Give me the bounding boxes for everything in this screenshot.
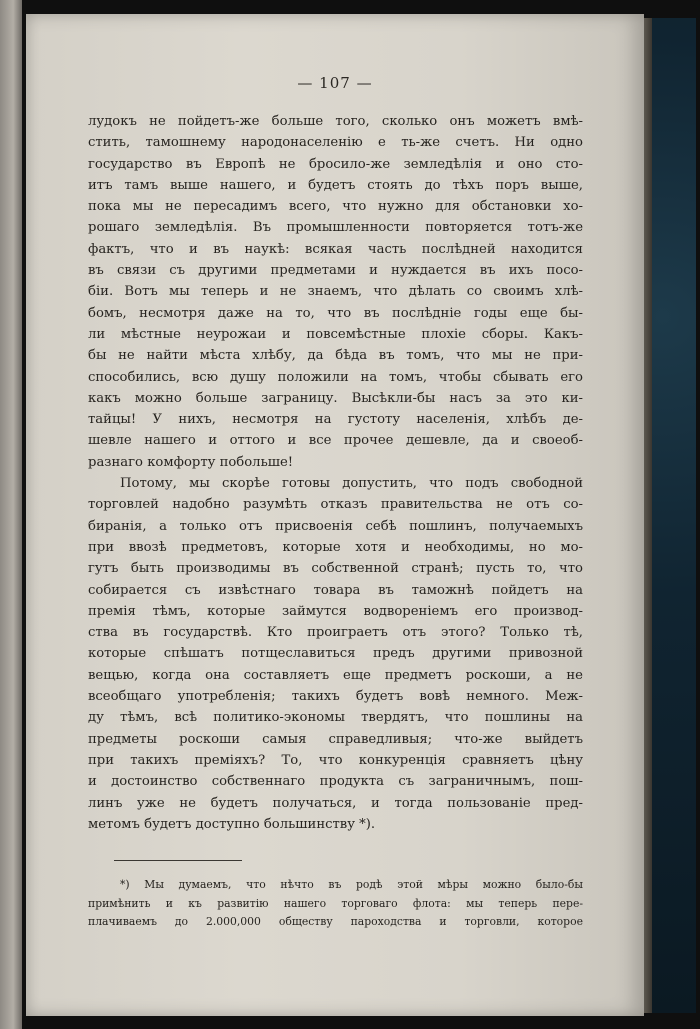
main-text-block bbox=[88, 111, 583, 835]
text-line: фактъ, что и въ наукѣ: всякая часть послѣдней находится bbox=[88, 241, 583, 257]
text-line: ду тѣмъ, всѣ политико-экономы твердятъ, что пошлины на bbox=[88, 710, 583, 726]
text-line: метомъ будетъ доступно большинству *). bbox=[88, 816, 376, 832]
text-line: предметы роскоши самыя справедливыя; что-же выйдетъ bbox=[88, 731, 583, 747]
text-line: собирается съ извѣстнаго товара въ таможнѣ пойдетъ на bbox=[88, 582, 583, 598]
text-line: пока мы не пересадимъ всего, что нужно для обстановки хо- bbox=[88, 199, 583, 215]
text-line: итъ тамъ выше нашего, и будетъ стоять до тѣхъ поръ выше, bbox=[88, 177, 583, 193]
text-line: Потому, мы скорѣе готовы допустить, что подъ свободной bbox=[120, 476, 583, 492]
text-line: ства въ государствѣ. Кто проиграетъ отъ этого? Только тѣ, bbox=[88, 625, 583, 641]
text-line: способились, всю душу положили на томъ, чтобы сбывать его bbox=[88, 369, 583, 385]
footnote-rule bbox=[114, 860, 242, 861]
text-line: разнаго комфорту побольше! bbox=[88, 454, 294, 470]
text-line: шевле нашего и оттого и все прочее дешевле, да и своеоб- bbox=[88, 433, 583, 449]
text-line: рошаго земледѣлія. Въ промышленности повторяется тотъ-же bbox=[88, 220, 583, 236]
text-line: биранія, а только отъ присвоенія себѣ пошлинъ, получаемыхъ bbox=[88, 518, 583, 534]
text-line: лудокъ не пойдетъ-же больше того, сколько онъ можетъ вмѣ- bbox=[88, 114, 583, 129]
page-number: — 107 — bbox=[297, 74, 373, 92]
text-line: линъ уже не будетъ получаться, и тогда пользованіе пред- bbox=[88, 795, 583, 811]
book-page bbox=[26, 14, 644, 1016]
book-cover-edge bbox=[640, 18, 696, 1013]
text-line: какъ можно больше заграницу. Высѣкли-бы насъ за это ки- bbox=[88, 390, 583, 406]
text-line: которые спѣшатъ потщеславиться предъ другими привозной bbox=[88, 646, 583, 662]
text-line: въ связи съ другими предметами и нуждается въ ихъ посо- bbox=[88, 263, 583, 279]
text-line: біи. Вотъ мы теперь и не знаемъ, что дѣлать со своимъ хлѣ- bbox=[88, 284, 583, 300]
text-line: при ввозѣ предметовъ, которые хотя и необходимы, но мо- bbox=[88, 539, 583, 555]
text-line: премія тѣмъ, которые займутся водвореніемъ его производ- bbox=[88, 603, 583, 619]
text-line: ли мѣстные неурожаи и повсемѣстные плохіе сборы. Какъ- bbox=[88, 326, 583, 342]
text-line: торговлей надобно разумѣть отказъ правительства не отъ со- bbox=[88, 497, 583, 513]
text-line: вещью, когда она составляетъ еще предметъ роскоши, а не bbox=[88, 667, 583, 683]
text-line: гутъ быть производимы въ собственной странѣ; пусть то, что bbox=[88, 561, 583, 577]
footnote-line: *) Мы думаемъ, что нѣчто въ родѣ этой мѣры можно было-бы bbox=[120, 878, 583, 891]
previous-page-edge bbox=[0, 0, 22, 1029]
footnote-block bbox=[88, 876, 583, 932]
text-line: государство въ Европѣ не бросило-же земледѣлія и оно сто- bbox=[88, 156, 583, 172]
text-line: тайцы! У нихъ, несмотря на густоту населенія, хлѣбъ де- bbox=[88, 412, 583, 428]
footnote-line: плачиваемъ до 2.000,000 обществу пароходства и торговли, которое bbox=[88, 915, 583, 928]
text-line: всеобщаго употребленія; такихъ будетъ вовѣ немного. Меж- bbox=[88, 689, 583, 705]
footnote-line: примѣнить и къ развитію нашего торговаго флота: мы теперь пере- bbox=[88, 896, 583, 910]
text-line: бы не найти мѣста хлѣбу, да бѣда въ томъ, что мы не при- bbox=[88, 348, 583, 364]
text-line: бомъ, несмотря даже на то, что въ послѣдніе годы еще бы- bbox=[88, 305, 583, 321]
text-line: и достоинство собственнаго продукта съ заграничнымъ, пош- bbox=[88, 774, 583, 790]
text-line: при такихъ преміяхъ? То, что конкуренція сравняетъ цѣну bbox=[88, 752, 583, 768]
text-line: стить, тамошнему народонаселенію е ть-же счетъ. Ни одно bbox=[88, 135, 583, 151]
